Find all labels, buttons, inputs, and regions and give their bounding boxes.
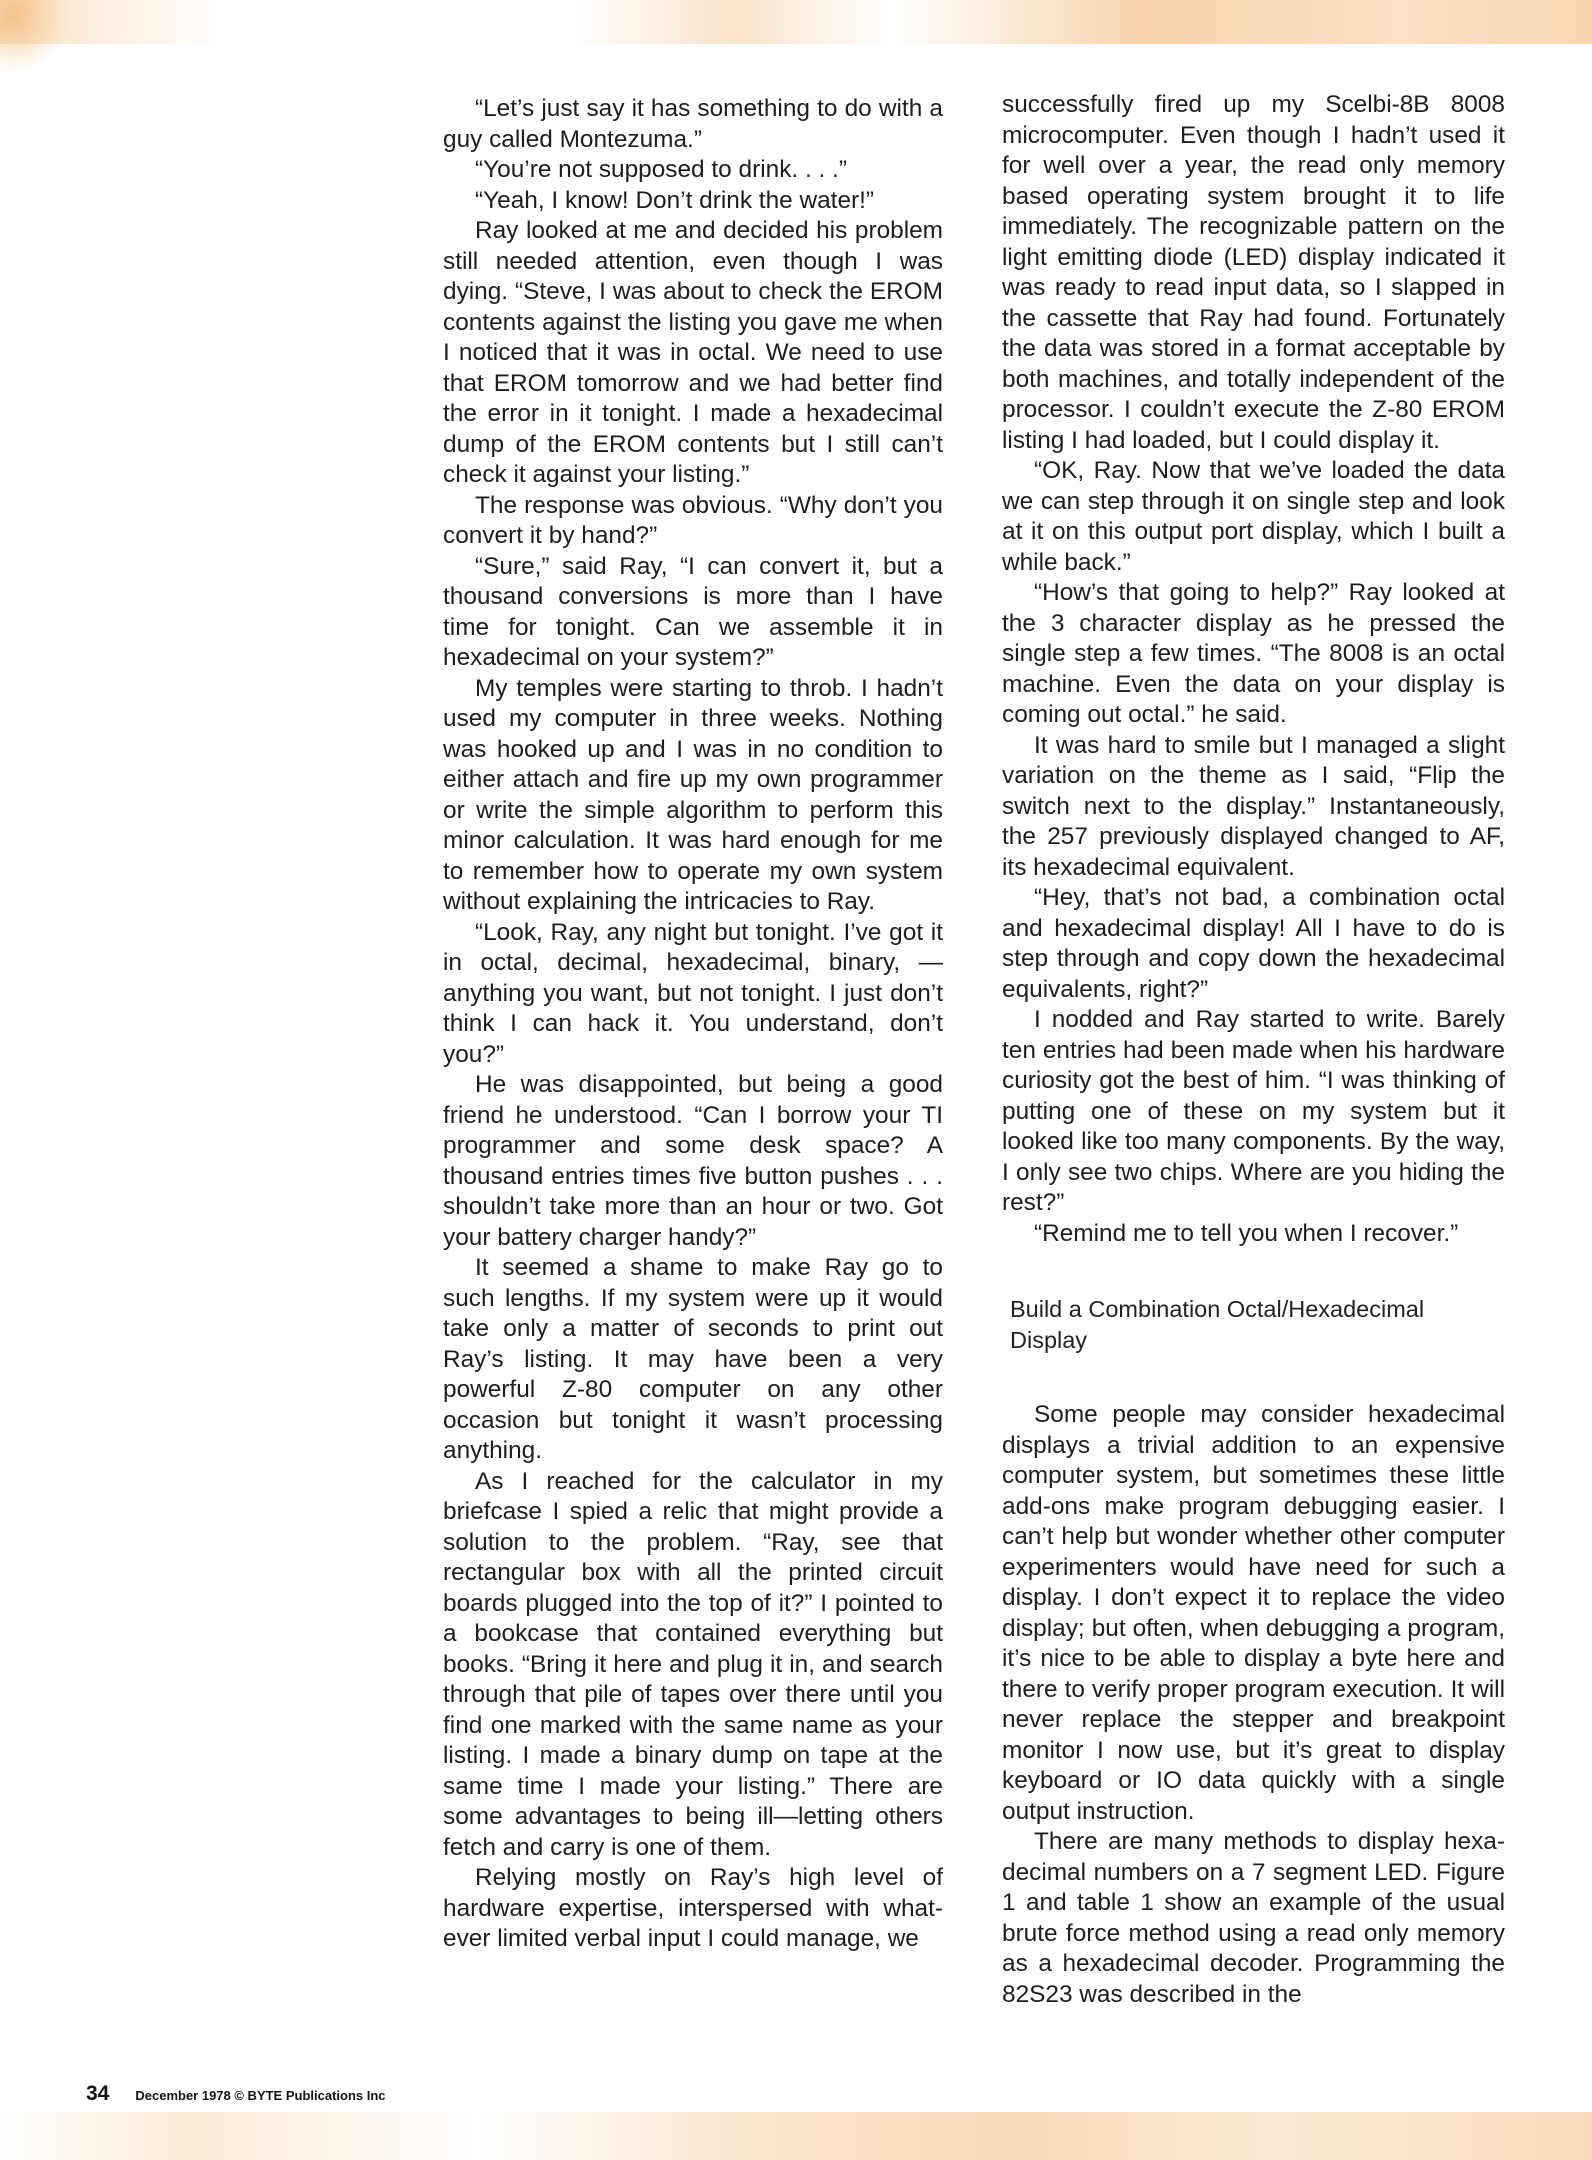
page-footer (86, 2082, 386, 2106)
body-paragraph: It seemed a shame to make Ray go to such lengths. If my system were up it would take only a matter of seconds to print out Ray’s listing. It may have been a very powerful Z-80 computer on any other occasion but tonight it wasn’t processing anything. (443, 1254, 943, 1464)
body-paragraph: Some people may consider hexadecimal displays a trivial addition to an expensive computer system, but sometimes these little add-ons make program debugging easier. I can’t help but wonder whether other computer experimenters would have need for such a display. I don’t expect it to replace the video display; but often, when debugging a program, it’s nice to be able to display a byte here and there to verify proper program execution. It will never replace the stepper and breakpoint monitor I now use, but it’s great to display keyboard or IO data quickly with a single output instruction. (1002, 1401, 1505, 1825)
body-paragraph: successfully fired up my Scelbi-8B 8008 microcomputer. Even though I hadn’t used it for well over a year, the read only memory based operating system brought it to life immediately. The recognizable pattern on the light emitting diode (LED) display indicated it was ready to read input data, so I slapped in the cassette that Ray had found. Fortunately the data was stored in a format acceptable by both machines, and totally independent of the processor. I couldn’t execute the Z-80 EROM listing I had loaded, but I could display it. (1002, 91, 1505, 454)
body-paragraph: My temples were starting to throb. I hadn’t used my computer in three weeks. Nothing was hooked up and I was in no condition to either attach and fire up my own programmer or write the simple algorithm to perform this minor calculation. It was hard enough for me to remember how to operate my own system without explaining the intricacies to Ray. (443, 674, 943, 915)
body-paragraph: I nodded and Ray started to write. Barely ten entries had been made when his hardware curiosity got the best of him. “I was thinking of putting one of these on my system but it looked like too many components. By the way, I only see two chips. Where are you hiding the rest?” (1002, 1006, 1505, 1216)
body-paragraph: “Yeah, I know! Don’t drink the water!” (475, 186, 875, 214)
body-paragraph: “Sure,” said Ray, “I can convert it, but a thousand conversions is more than I have time for tonight. Can we assemble it in hexadecimal on your system?” (443, 552, 943, 671)
body-paragraph: “OK, Ray. Now that we’ve loaded the data we can step through it on single step and look at it on this output port display, which I built a while back.” (1002, 457, 1505, 576)
body-paragraph: Relying mostly on Ray’s high level of hardware expertise, interspersed with whatever limited verbal input I could manage, we (443, 1864, 943, 1952)
publication-credit: December 1978 © BYTE Publications Inc (135, 2088, 386, 2103)
body-paragraph: It was hard to smile but I managed a slight variation on the theme as I said, “Flip the switch next to the display.” Instantaneously, the 257 previously displayed changed to AF, its hexadecimal equivalent. (1002, 731, 1505, 881)
page-edge-stain-bottom (0, 2112, 1592, 2160)
article-column-left (443, 94, 943, 1955)
page-corner-stain (0, 0, 70, 72)
page-edge-stain-top (0, 0, 1592, 44)
body-paragraph: As I reached for the calculator in my briefcase I spied a relic that might provide a solution to the problem. “Ray, see that rectangular box with all the printed circuit boards plugged into the top of it?” I pointed to a bookcase that contained everything but books. “Bring it here and plug it in, and search through that pile of tapes over there until you find one marked with the same name as your listing. I made a binary dump on tape at the same time I made your listing.” There are some advantages to being ill—letting others fetch and carry is one of them. (443, 1467, 943, 1861)
article-column-right (1002, 90, 1505, 2010)
body-paragraph: “You’re not supposed to drink. . . .” (475, 156, 847, 183)
right-column-text-top (1002, 90, 1505, 1249)
body-paragraph: “Hey, that’s not bad, a combination octal and hexadecimal display! All I have to do is step through and copy down the hexadecimal equivalents, right?” (1002, 884, 1505, 1003)
body-paragraph: “Remind me to tell you when I recover.” (1034, 1219, 1459, 1247)
body-paragraph: The response was obvious. “Why don’t you convert it by hand?” (443, 491, 943, 549)
body-paragraph: “How’s that going to help?” Ray looked at the 3 character display as he pressed the single step a few times. “The 8008 is an octal machine. Even the data on your display is coming out octal.” he said. (1002, 579, 1505, 728)
body-paragraph: There are many methods to display hexadecimal numbers on a 7 segment LED. Figure 1 and table 1 show an example of the usual brute force method using a read only memory as a hexadecimal decoder. Programming the 82S23 was described in the (1002, 1828, 1505, 2008)
body-paragraph: Ray looked at me and decided his problem still needed attention, even though I was dying. “Steve, I was about to check the EROM contents against the listing you gave me when I noticed that it was in octal. We need to use that EROM tomorrow and we had better find the error in it tonight. I made a hexadecimal dump of the EROM contents but I still can’t check it against your listing.” (443, 217, 943, 488)
body-paragraph: He was disappointed, but being a good friend he understood. “Can I borrow your TI programmer and some desk space? A thousand entries times five button pushes . . . shouldn’t take more than an hour or two. Got your battery charger handy?” (443, 1071, 943, 1251)
body-paragraph: “Let’s just say it has something to do with a guy called Montezuma.” (443, 95, 943, 153)
body-paragraph: “Look, Ray, any night but tonight. I’ve got it in octal, decimal, hexadecimal, binary, —anything you want, but not tonight. I just don’t think I can hack it. You understand, don’t you?” (443, 918, 943, 1068)
page-number: 34 (86, 2082, 110, 2105)
right-column-text-bottom (1002, 1400, 1505, 2010)
section-heading: Build a Combination Octal/Hexadecimal Display (1010, 1296, 1425, 1353)
